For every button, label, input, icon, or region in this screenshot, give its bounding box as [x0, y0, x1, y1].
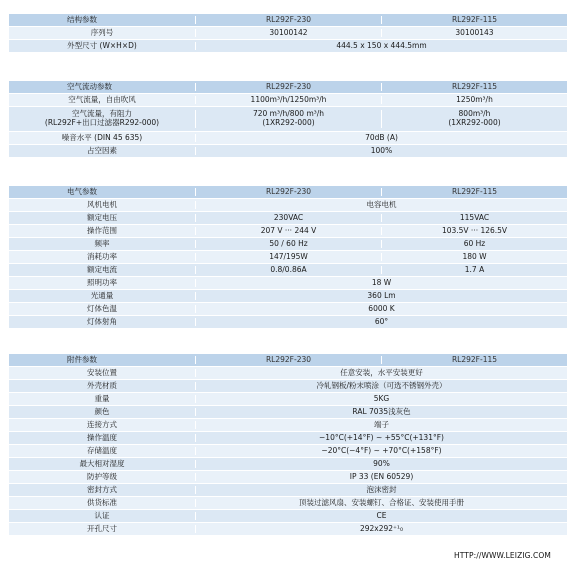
row-value-shared: 任意安装，水平安装更好	[195, 369, 567, 378]
row-value-115: 103.5V ··· 126.5V	[381, 227, 567, 236]
row-label: 消耗功率	[87, 251, 117, 261]
row-value-shared: 444.5 x 150 x 444.5mm	[195, 42, 567, 51]
row-label: 供货标准	[87, 497, 117, 507]
row-value-115: 30100143	[381, 29, 567, 38]
table-row	[9, 94, 567, 107]
table-row	[9, 132, 567, 145]
row-value-shared: 端子	[195, 421, 567, 430]
row-label-line1: 空气流量，有阻力	[72, 109, 132, 119]
row-label: 连接方式	[87, 419, 117, 429]
row-value-shared: 5KG	[195, 395, 567, 404]
value-line2: (1XR292-000)	[448, 118, 501, 127]
row-value-115	[381, 110, 567, 127]
table-header	[9, 354, 567, 367]
row-label: 防护等级	[87, 471, 117, 481]
website-url: HTTP://WWW.LEIZIG.COM	[454, 551, 551, 560]
row-value-230	[195, 110, 381, 127]
row-value-shared: 100%	[195, 147, 567, 156]
row-label	[9, 110, 195, 127]
row-value-shared: 90%	[195, 460, 567, 469]
row-value-115: 1250m³/h	[381, 96, 567, 105]
table-row	[9, 510, 567, 523]
value-line1: 720 m³/h/800 m³/h	[252, 109, 325, 119]
table-row	[9, 419, 567, 432]
row-value-shared: 18 W	[195, 279, 567, 288]
row-label: 操作范围	[87, 225, 117, 235]
table-row	[9, 199, 567, 212]
table-row	[9, 484, 567, 497]
header-label: 附件参数	[67, 354, 97, 364]
row-value-shared: 292x292⁺¹₀	[195, 525, 567, 534]
row-label: 外壳材质	[87, 380, 117, 390]
row-value-shared: −10°C(+14°F) ~ +55°C(+131°F)	[195, 434, 567, 443]
table-row	[9, 107, 567, 132]
table-row	[9, 40, 567, 53]
row-value-230: 230VAC	[195, 214, 381, 223]
row-label: 光通量	[90, 290, 114, 300]
accessory-params-table	[9, 354, 567, 536]
row-value-shared: 70dB (A)	[195, 134, 567, 143]
value-line2: (1XR292-000)	[262, 118, 315, 127]
header-label: 电气参数	[67, 186, 97, 196]
row-value-115: 1.7 A	[381, 266, 567, 275]
row-label: 灯体色温	[87, 303, 117, 313]
table-row	[9, 145, 567, 158]
header-model-230: RL292F-230	[195, 16, 381, 25]
header-model-115: RL292F-115	[381, 188, 567, 197]
table-row	[9, 445, 567, 458]
row-label: 空气流量，自由吹风	[68, 94, 136, 104]
table-row	[9, 380, 567, 393]
header-model-115: RL292F-115	[381, 16, 567, 25]
table-row	[9, 251, 567, 264]
row-label: 操作温度	[87, 432, 117, 442]
electrical-params-table	[9, 186, 567, 329]
row-value-230: 1100m³/h/1250m³/h	[195, 96, 381, 105]
table-row	[9, 225, 567, 238]
row-label: 开孔尺寸	[87, 523, 117, 533]
header-model-230: RL292F-230	[195, 188, 381, 197]
table-row	[9, 212, 567, 225]
row-value-shared: 60°	[195, 318, 567, 327]
row-value-shared: 电容电机	[195, 201, 567, 210]
header-model-115: RL292F-115	[381, 356, 567, 365]
row-value-230: 147/195W	[195, 253, 381, 262]
row-value-230: 0.8/0.86A	[195, 266, 381, 275]
table-row	[9, 432, 567, 445]
row-label: 照明功率	[87, 277, 117, 287]
row-label: 外型尺寸 (W×H×D)	[67, 40, 137, 50]
table-header	[9, 81, 567, 94]
row-value-230: 207 V ··· 244 V	[195, 227, 381, 236]
row-label: 认证	[94, 510, 110, 520]
table-row	[9, 523, 567, 536]
row-value-shared: 6000 K	[195, 305, 567, 314]
row-value-shared: 冷轧钢板/粉末喷涂（可选不锈钢外壳）	[195, 382, 567, 391]
table-row	[9, 277, 567, 290]
row-label: 占空因素	[87, 145, 117, 155]
airflow-params-table	[9, 81, 567, 158]
table-header	[9, 14, 567, 27]
table-row	[9, 367, 567, 380]
header-model-115: RL292F-115	[381, 83, 567, 92]
row-label: 噪音水平 (DIN 45 635)	[61, 132, 143, 142]
row-value-shared: 顶装过滤风扇、安装螺钉、合格证、安装使用手册	[195, 499, 567, 508]
row-label: 重量	[94, 393, 110, 403]
header-model-230: RL292F-230	[195, 83, 381, 92]
table-row	[9, 303, 567, 316]
row-value-230: 30100142	[195, 29, 381, 38]
table-row	[9, 290, 567, 303]
row-label: 额定电流	[87, 264, 117, 274]
row-value-shared: CE	[195, 512, 567, 521]
table-row	[9, 316, 567, 329]
row-label-line2: (RL292F+出口过滤器R292-000)	[44, 118, 160, 127]
row-label: 序列号	[90, 27, 114, 37]
row-label: 频率	[94, 238, 110, 248]
row-label: 安装位置	[87, 367, 117, 377]
row-value-115: 115VAC	[381, 214, 567, 223]
row-label: 存储温度	[87, 445, 117, 455]
table-row	[9, 27, 567, 40]
row-value-shared: RAL 7035浅灰色	[195, 408, 567, 417]
table-row	[9, 406, 567, 419]
row-value-shared: −20°C(−4°F) ~ +70°C(+158°F)	[195, 447, 567, 456]
table-row	[9, 264, 567, 277]
row-value-shared: IP 33 (EN 60529)	[195, 473, 567, 482]
header-label: 空气流动参数	[67, 81, 112, 91]
row-value-230: 50 / 60 Hz	[195, 240, 381, 249]
table-row	[9, 497, 567, 510]
value-line1: 800m³/h	[458, 109, 491, 119]
table-row	[9, 458, 567, 471]
table-row	[9, 393, 567, 406]
header-model-230: RL292F-230	[195, 356, 381, 365]
table-row	[9, 471, 567, 484]
row-label: 风机电机	[87, 199, 117, 209]
row-value-shared: 360 Lm	[195, 292, 567, 301]
row-label: 最大相对湿度	[79, 458, 125, 468]
row-label: 颜色	[94, 406, 110, 416]
row-value-shared: 泡沫密封	[195, 486, 567, 495]
row-label: 额定电压	[87, 212, 117, 222]
table-header	[9, 186, 567, 199]
structure-params-table	[9, 14, 567, 53]
row-value-115: 60 Hz	[381, 240, 567, 249]
row-label: 密封方式	[87, 484, 117, 494]
row-label: 灯体射角	[87, 316, 117, 326]
header-label: 结构参数	[67, 14, 97, 24]
table-row	[9, 238, 567, 251]
row-value-115: 180 W	[381, 253, 567, 262]
